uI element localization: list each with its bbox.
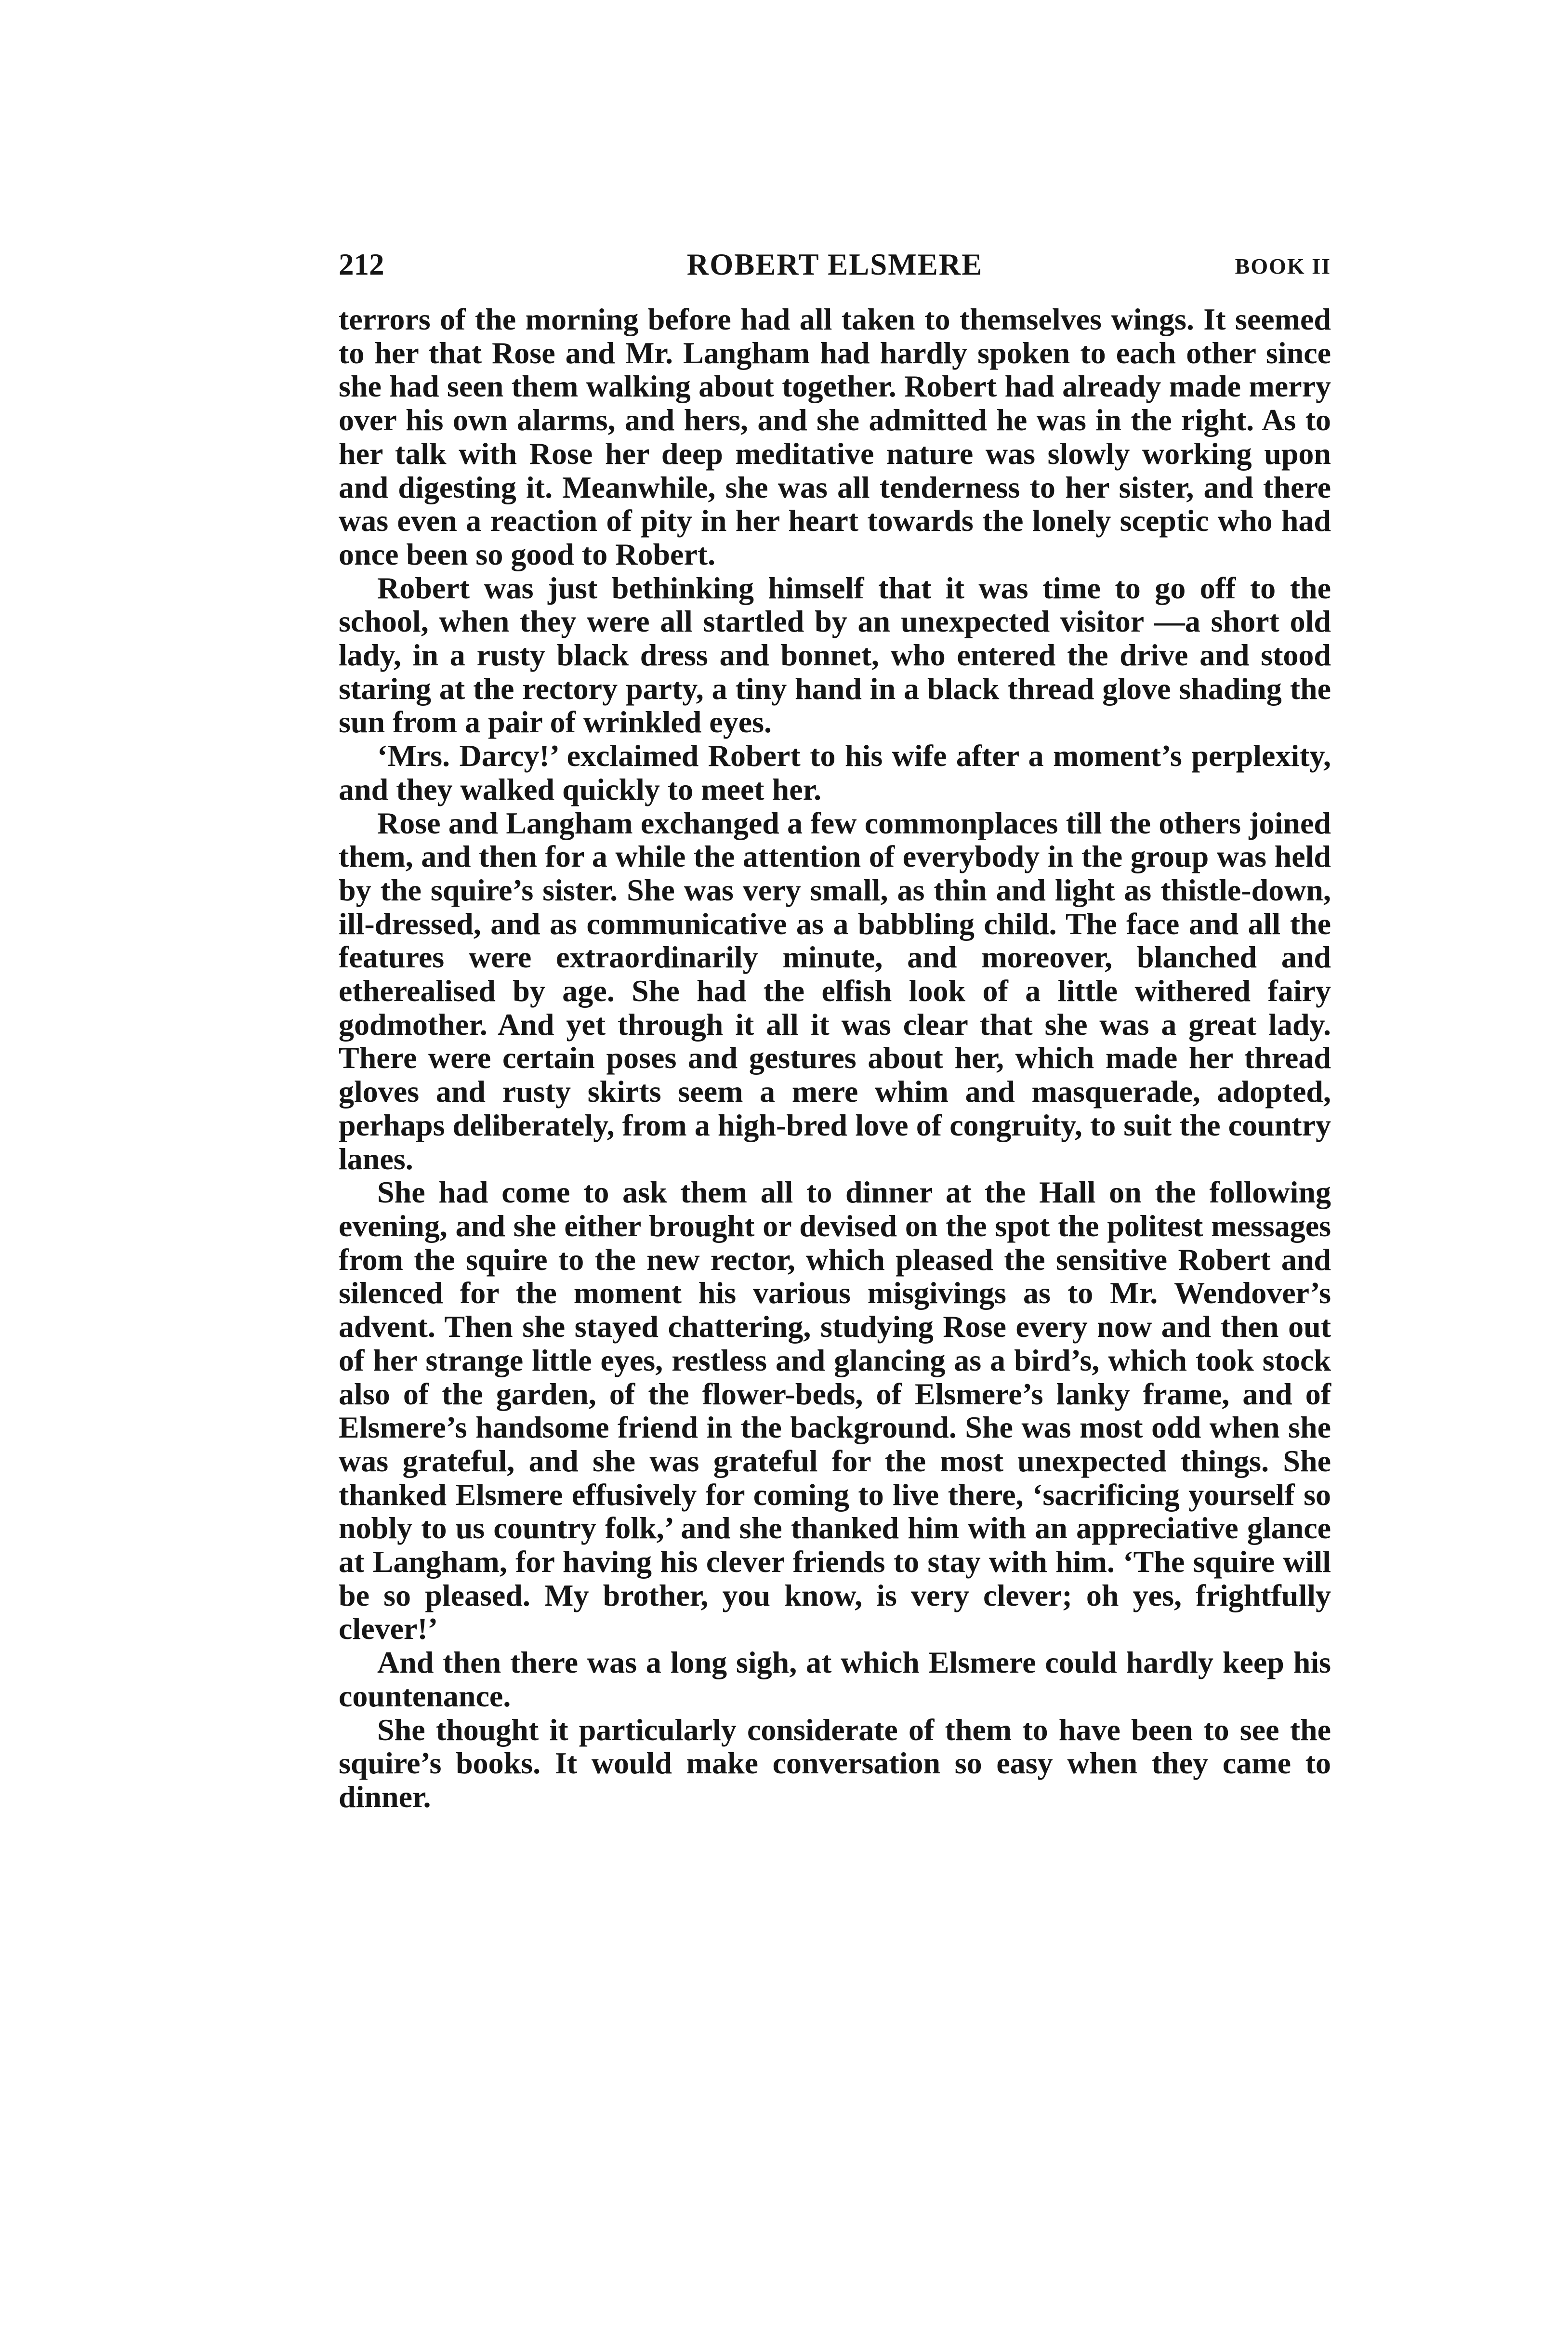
paragraph-1: terrors of the morning before had all taken to themselves wings. It seemed to her that Rose and Mr. Langham had hardly spoken to each other since she had seen them walking about together. Robert had already made merry over his own alarms, and hers, and she admitted he was in the right. As to her talk with Rose her deep meditative nature was slowly working upon and digesting it. Meanwhile, she was all tenderness to her sister, and there was even a reaction of pity in her heart towards the lonely sceptic who had once been so good to Robert. <box>339 302 1331 571</box>
paragraph-6: And then there was a long sigh, at which Elsmere could hardly keep his countenance. <box>339 1645 1331 1713</box>
running-head <box>339 243 1331 286</box>
page-number: 212 <box>339 248 384 281</box>
paragraph-2: Robert was just bethinking himself that it was time to go off to the school, when they were all startled by an unexpected visitor —a short old lady, in a rusty black dress and bonnet, who entered the drive and stood staring at the rectory party, a tiny hand in a black thread glove shading the sun from a pair of wrinkled eyes. <box>339 570 1331 739</box>
book-label: BOOK II <box>1235 254 1331 278</box>
paragraph-7: She thought it particularly considerate of them to have been to see the squire’s books. It would make conversation so easy when they came to dinner. <box>339 1712 1331 1814</box>
body-text <box>339 303 1331 1814</box>
running-title: ROBERT ELSMERE <box>686 248 983 281</box>
paragraph-3: ‘Mrs. Darcy!’ exclaimed Robert to his wife after a moment’s perplexity, and they walked quickly to meet her. <box>339 739 1331 806</box>
paragraph-4: Rose and Langham exchanged a few commonplaces till the others joined them, and then for a while the attention of everybody in the group was held by the squire’s sister. She was very small, as thin and light as thistle-down, ill-dressed, and as communicative as a babbling child. The face and all the features were extraordinarily minute, and moreover, blanched and etherealised by age. She had the elfish look of a little withered fairy godmother. And yet through it all it was clear that she was a great lady. There were certain poses and gestures about her, which made her thread gloves and rusty skirts seem a mere whim and masquerade, adopted, perhaps deliberately, from a high-bred love of congruity, to suit the country lanes. <box>339 805 1331 1176</box>
paragraph-5: She had come to ask them all to dinner at the Hall on the following evening, and she either brought or devised on the spot the politest messages from the squire to the new rector, which pleased the sensitive Robert and silenced for the moment his various misgivings as to Mr. Wendover’s advent. Then she stayed chattering, studying Rose every now and then out of her strange little eyes, restless and glancing as a bird’s, which took stock also of the garden, of the flower-beds, of Elsmere’s lanky frame, and of Elsmere’s handsome friend in the background. She was most odd when she was grateful, and she was grateful for the most unexpected things. She thanked Elsmere effusively for coming to live there, ‘sacrificing yourself so nobly to us country folk,’ and she thanked him with an appreciative glance at Langham, for having his clever friends to stay with him. ‘The squire will be so pleased. My brother, you know, is very clever; oh yes, frightfully clever!’ <box>339 1175 1331 1646</box>
